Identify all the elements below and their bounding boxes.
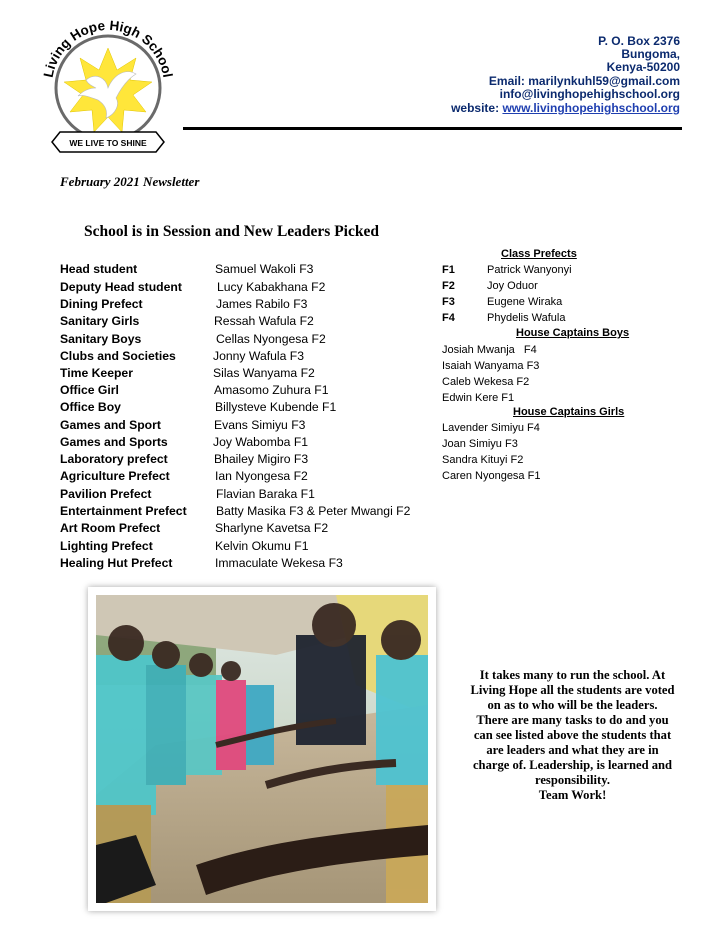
address-po-box: P. O. Box 2376 — [598, 34, 680, 48]
leader-role: Dining Prefect — [60, 297, 143, 311]
leader-name: Joy Wabomba F1 — [213, 435, 309, 449]
header-rule — [183, 127, 682, 130]
house-captain-girl: Sandra Kituyi F2 — [442, 454, 524, 466]
house-captains-girls-title: House Captains Girls — [513, 406, 625, 418]
caption-line: responsibility. — [534, 773, 610, 787]
photo-frame — [88, 587, 436, 911]
address-country: Kenya-50200 — [606, 60, 680, 74]
leader-role: Laboratory prefect — [60, 452, 168, 466]
leader-role: Entertainment Prefect — [60, 504, 187, 518]
logo-motto: WE LIVE TO SHINE — [69, 138, 147, 148]
leader-name: Sharlyne Kavetsa F2 — [215, 521, 329, 535]
caption-line: It takes many to run the school. At — [479, 668, 666, 682]
address-city: Bungoma, — [621, 47, 680, 61]
leader-name: Ian Nyongesa F2 — [215, 469, 308, 483]
leader-role: Office Girl — [60, 383, 119, 397]
caption-line: on as to who will be the leaders. — [487, 698, 658, 712]
website-link[interactable]: www.livinghopehighschool.org — [502, 101, 680, 115]
class-prefect-form: F3 — [442, 296, 455, 308]
leader-name: Silas Wanyama F2 — [213, 366, 315, 380]
house-captain-girl: Caren Nyongesa F1 — [442, 470, 541, 482]
logo-arc-text: Living Hope High School — [40, 17, 176, 79]
leader-role: Art Room Prefect — [60, 521, 161, 535]
class-prefects-title: Class Prefects — [501, 248, 577, 260]
class-prefect-form: F4 — [442, 312, 455, 324]
address-info-email[interactable]: info@livinghopehighschool.org — [499, 87, 680, 101]
newsletter-title: February 2021 Newsletter — [60, 174, 200, 189]
leader-role: Pavilion Prefect — [60, 487, 152, 501]
leader-role: Games and Sports — [60, 435, 168, 449]
leader-name: James Rabilo F3 — [216, 297, 308, 311]
caption-line: are leaders and what they are in — [486, 743, 659, 757]
class-prefect-form: F1 — [442, 264, 455, 276]
house-captain-girl: Lavender Simiyu F4 — [442, 422, 540, 434]
house-captain-boy: Josiah Mwanja F4 — [442, 344, 537, 356]
caption-line: Living Hope all the students are voted — [470, 683, 675, 697]
class-prefect-name: Eugene Wiraka — [487, 296, 563, 308]
leader-role: Clubs and Societies — [60, 349, 176, 363]
house-captain-girl: Joan Simiyu F3 — [442, 438, 518, 450]
leader-name: Lucy Kabakhana F2 — [217, 280, 326, 294]
leader-role: Time Keeper — [60, 366, 133, 380]
leader-name: Samuel Wakoli F3 — [215, 262, 314, 276]
leader-name: Bhailey Migiro F3 — [214, 452, 309, 466]
leader-role: Games and Sport — [60, 418, 161, 432]
address-email[interactable]: Email: marilynkuhl59@gmail.com — [488, 74, 680, 88]
photo-caption — [455, 668, 690, 803]
leader-name: Immaculate Wekesa F3 — [215, 556, 343, 570]
school-logo — [38, 8, 178, 158]
leader-role: Lighting Prefect — [60, 539, 153, 553]
leader-role: Office Boy — [60, 400, 121, 414]
caption-line: Team Work! — [538, 788, 607, 802]
headline: School is in Session and New Leaders Picked — [84, 223, 379, 240]
motto-banner — [52, 132, 164, 152]
leader-name: Flavian Baraka F1 — [216, 487, 315, 501]
house-captain-boy: Edwin Kere F1 — [442, 392, 515, 404]
leader-role: Agriculture Prefect — [60, 469, 170, 483]
leader-role: Sanitary Boys — [60, 332, 142, 346]
leader-name: Amasomo Zuhura F1 — [214, 383, 329, 397]
leader-name: Kelvin Okumu F1 — [215, 539, 309, 553]
leader-name: Batty Masika F3 & Peter Mwangi F2 — [216, 504, 411, 518]
leader-role: Head student — [60, 262, 138, 276]
leader-name: Billysteve Kubende F1 — [215, 400, 337, 414]
class-prefect-name: Joy Oduor — [487, 280, 538, 292]
leader-role: Sanitary Girls — [60, 314, 140, 328]
house-captains-boys-title: House Captains Boys — [516, 327, 630, 339]
house-captain-boy: Isaiah Wanyama F3 — [442, 360, 540, 372]
leader-name: Ressah Wafula F2 — [214, 314, 314, 328]
leader-name: Cellas Nyongesa F2 — [216, 332, 326, 346]
house-captain-boy: Caleb Wekesa F2 — [442, 376, 530, 388]
students-handshake-photo — [96, 595, 428, 903]
caption-line: charge of. Leadership, is learned and — [472, 758, 673, 772]
leader-name: Jonny Wafula F3 — [213, 349, 304, 363]
leader-role: Deputy Head student — [60, 280, 182, 294]
address-website — [451, 101, 680, 115]
caption-line: There are many tasks to do and you — [476, 713, 669, 727]
class-prefect-name: Patrick Wanyonyi — [487, 264, 572, 276]
website-label: website: — [451, 101, 503, 115]
leader-name: Evans Simiyu F3 — [214, 418, 306, 432]
caption-line: can see listed above the students that — [473, 728, 672, 742]
class-prefect-form: F2 — [442, 280, 455, 292]
class-prefect-name: Phydelis Wafula — [487, 312, 566, 324]
leader-role: Healing Hut Prefect — [60, 556, 173, 570]
